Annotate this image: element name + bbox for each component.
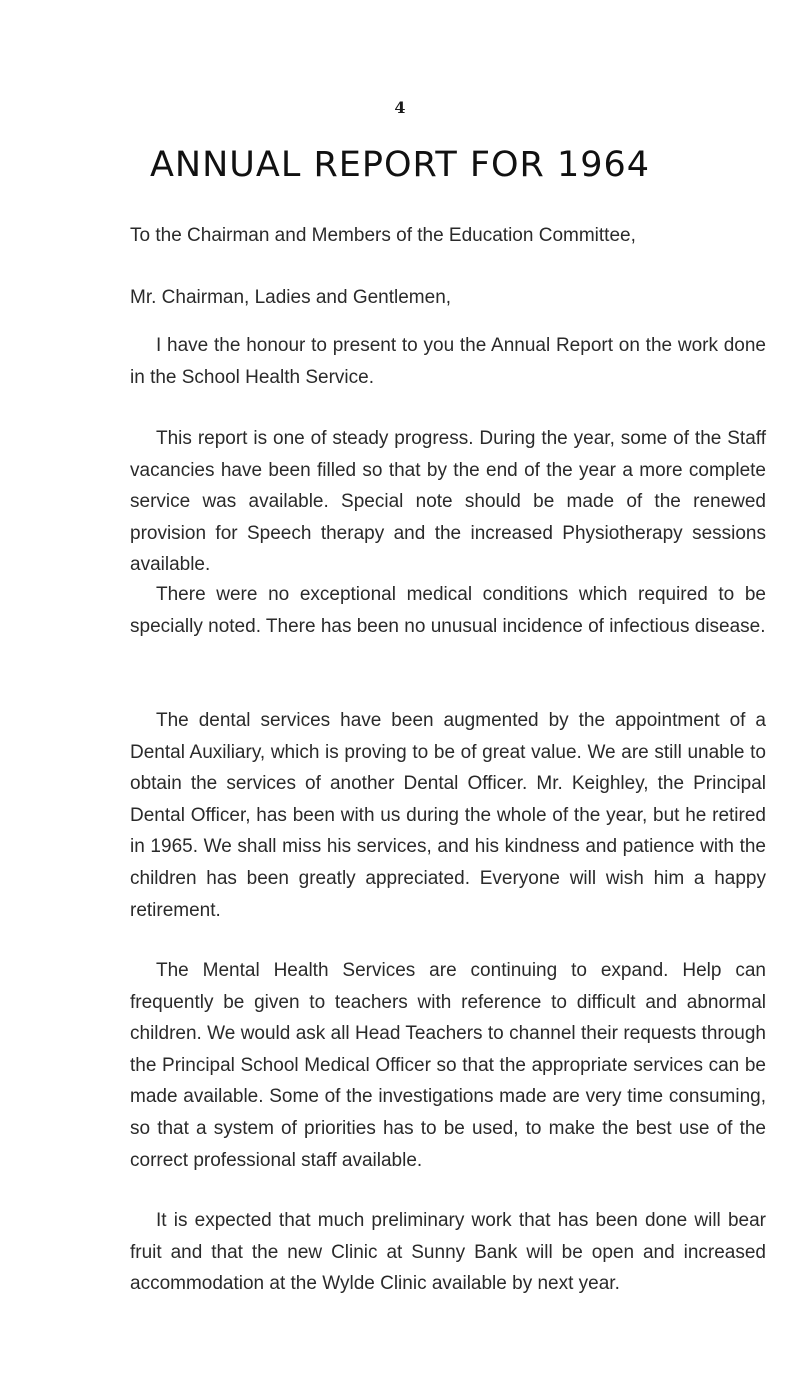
paragraph-intro: I have the honour to present to you the Annual Report on the work done in the School Health Service. [130,335,766,388]
address-line: To the Chairman and Members of the Education Committee, [130,225,636,246]
greeting-line: Mr. Chairman, Ladies and Gentlemen, [130,287,452,308]
paragraph-mental-health: The Mental Health Services are continuing to expand. Help can frequently be given to teachers with reference to difficult and abnormal children. We would ask all Head Teachers to channel their requests through the Principal School Medical Officer so that the appropriate services can be made available. Some of the investigations made are very time consuming, so that a system of priorities has to be used, to make the best use of the correct professional staff available. [130,960,766,1171]
page-title: ANNUAL REPORT FOR 1964 [149,145,651,185]
paragraph-medical-conditions: There were no exceptional medical conditions which required to be specially noted. There has been no unusual incidence of infectious disease. [130,584,766,637]
paragraph-progress: This report is one of steady progress. During the year, some of the Staff vacancies have been filled so that by the end of the year a more complete service was available. Special note should be made of the renewed provision for Speech therapy and the increased Physiotherapy sessions available. [130,428,766,576]
paragraph-new-clinic: It is expected that much preliminary work that has been done will bear fruit and that the new Clinic at Sunny Bank will be open and increased accommodation at the Wylde Clinic available by next year. [130,1210,766,1295]
paragraph-dental-services: The dental services have been augmented by the appointment of a Dental Auxiliary, which is proving to be of great value. We are still unable to obtain the services of another Dental Officer. Mr. Keighley, the Principal Dental Officer, has been with us during the whole of the year, but he retired in 1965. We shall miss his services, and his kindness and patience with the children has been greatly appreciated. Everyone will wish him a happy retirement. [130,710,766,921]
page-number: 4 [394,98,406,117]
